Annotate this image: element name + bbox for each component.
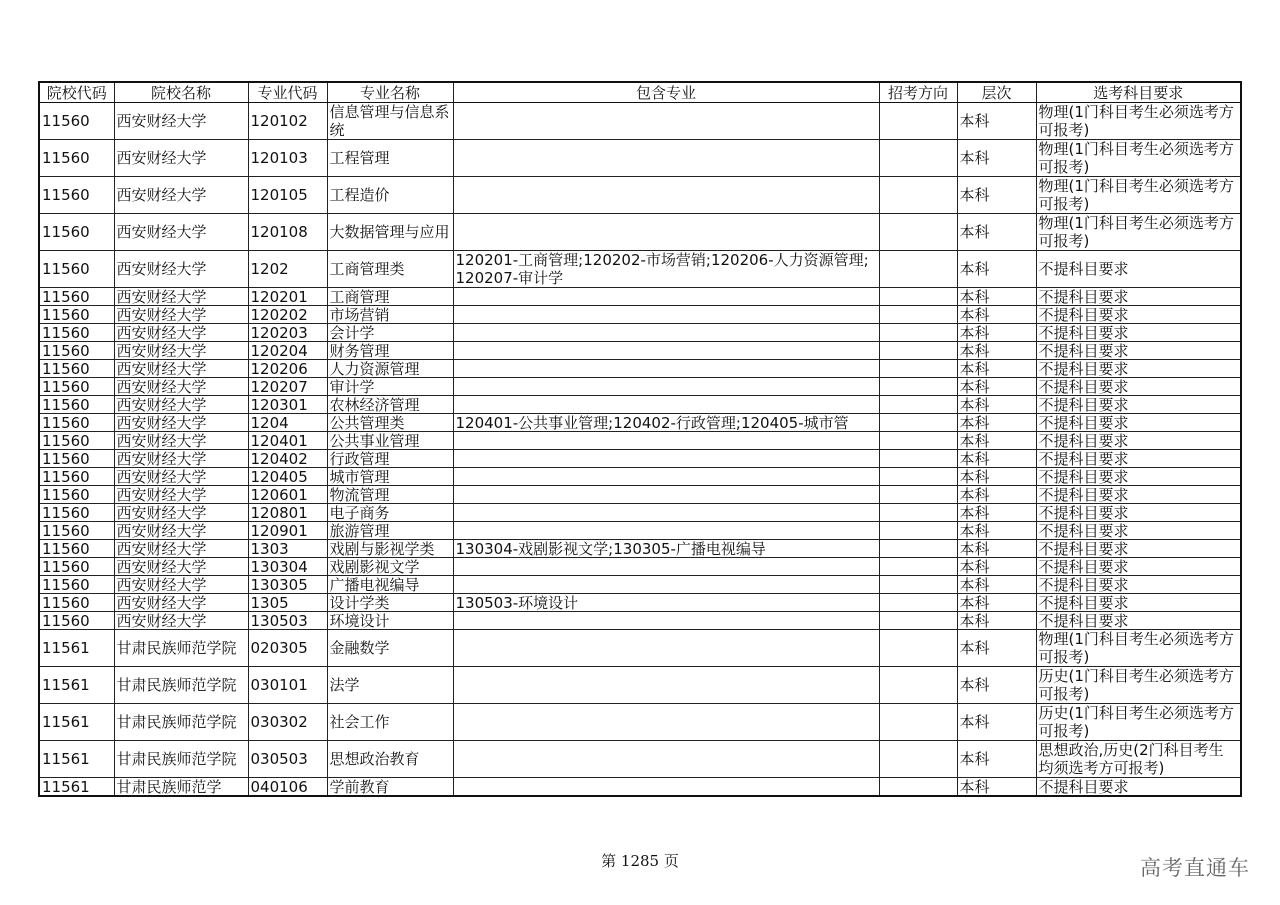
header-school-code: 院校代码 bbox=[39, 82, 114, 103]
cell-major-name: 思想政治教育 bbox=[327, 741, 453, 778]
cell-major-code: 120207 bbox=[248, 378, 327, 396]
cell-included-majors bbox=[453, 778, 879, 797]
cell-major-name: 大数据管理与应用 bbox=[327, 214, 453, 251]
cell-included-majors bbox=[453, 214, 879, 251]
cell-included-majors bbox=[453, 306, 879, 324]
cell-major-name: 戏剧与影视学类 bbox=[327, 540, 453, 558]
cell-school-name: 西安财经大学 bbox=[114, 360, 248, 378]
cell-school-code: 11560 bbox=[39, 468, 114, 486]
cell-school-code: 11560 bbox=[39, 103, 114, 140]
cell-level: 本科 bbox=[957, 704, 1036, 741]
cell-subject-requirements: 不提科目要求 bbox=[1036, 432, 1241, 450]
cell-level: 本科 bbox=[957, 522, 1036, 540]
table-row bbox=[39, 704, 1241, 741]
cell-school-name: 西安财经大学 bbox=[114, 504, 248, 522]
cell-school-name: 甘肃民族师范学院 bbox=[114, 667, 248, 704]
cell-direction bbox=[879, 540, 957, 558]
cell-subject-requirements: 不提科目要求 bbox=[1036, 396, 1241, 414]
cell-level: 本科 bbox=[957, 468, 1036, 486]
cell-school-code: 11561 bbox=[39, 778, 114, 797]
cell-school-code: 11560 bbox=[39, 306, 114, 324]
table-row bbox=[39, 414, 1241, 432]
cell-major-name: 会计学 bbox=[327, 324, 453, 342]
cell-major-name: 工程造价 bbox=[327, 177, 453, 214]
cell-direction bbox=[879, 778, 957, 797]
cell-direction bbox=[879, 558, 957, 576]
cell-major-name: 法学 bbox=[327, 667, 453, 704]
cell-level: 本科 bbox=[957, 741, 1036, 778]
cell-included-majors bbox=[453, 396, 879, 414]
cell-direction bbox=[879, 342, 957, 360]
header-row bbox=[39, 82, 1241, 103]
watermark-logo: 高考直通车 bbox=[1140, 856, 1250, 880]
cell-major-code: 120103 bbox=[248, 140, 327, 177]
cell-school-code: 11560 bbox=[39, 612, 114, 630]
cell-school-name: 甘肃民族师范学 bbox=[114, 778, 248, 797]
cell-included-majors bbox=[453, 741, 879, 778]
cell-school-name: 西安财经大学 bbox=[114, 594, 248, 612]
cell-school-name: 西安财经大学 bbox=[114, 396, 248, 414]
cell-direction bbox=[879, 522, 957, 540]
cell-included-majors bbox=[453, 558, 879, 576]
cell-level: 本科 bbox=[957, 778, 1036, 797]
cell-level: 本科 bbox=[957, 103, 1036, 140]
cell-major-name: 物流管理 bbox=[327, 486, 453, 504]
cell-school-name: 西安财经大学 bbox=[114, 177, 248, 214]
admission-table bbox=[38, 81, 1242, 797]
cell-major-code: 040106 bbox=[248, 778, 327, 797]
cell-major-name: 公共管理类 bbox=[327, 414, 453, 432]
cell-major-code: 030302 bbox=[248, 704, 327, 741]
cell-included-majors bbox=[453, 177, 879, 214]
cell-direction bbox=[879, 630, 957, 667]
cell-major-name: 金融数学 bbox=[327, 630, 453, 667]
cell-level: 本科 bbox=[957, 177, 1036, 214]
cell-level: 本科 bbox=[957, 140, 1036, 177]
cell-school-name: 西安财经大学 bbox=[114, 306, 248, 324]
cell-major-name: 工程管理 bbox=[327, 140, 453, 177]
cell-direction bbox=[879, 414, 957, 432]
cell-direction bbox=[879, 140, 957, 177]
cell-school-name: 西安财经大学 bbox=[114, 540, 248, 558]
cell-included-majors bbox=[453, 432, 879, 450]
table-row bbox=[39, 468, 1241, 486]
cell-major-name: 戏剧影视文学 bbox=[327, 558, 453, 576]
cell-included-majors bbox=[453, 504, 879, 522]
cell-school-name: 西安财经大学 bbox=[114, 522, 248, 540]
cell-major-name: 信息管理与信息系统 bbox=[327, 103, 453, 140]
table-row bbox=[39, 778, 1241, 797]
cell-included-majors bbox=[453, 450, 879, 468]
page-number: 第 1285 页 bbox=[601, 852, 679, 870]
cell-subject-requirements: 不提科目要求 bbox=[1036, 576, 1241, 594]
cell-major-name: 财务管理 bbox=[327, 342, 453, 360]
cell-major-code: 1202 bbox=[248, 251, 327, 288]
cell-level: 本科 bbox=[957, 342, 1036, 360]
cell-major-code: 120202 bbox=[248, 306, 327, 324]
cell-school-code: 11560 bbox=[39, 177, 114, 214]
table-row bbox=[39, 594, 1241, 612]
cell-level: 本科 bbox=[957, 450, 1036, 468]
cell-subject-requirements: 不提科目要求 bbox=[1036, 594, 1241, 612]
table-row bbox=[39, 306, 1241, 324]
cell-major-code: 030503 bbox=[248, 741, 327, 778]
cell-school-name: 西安财经大学 bbox=[114, 140, 248, 177]
table-row bbox=[39, 630, 1241, 667]
table-row bbox=[39, 522, 1241, 540]
cell-major-code: 130304 bbox=[248, 558, 327, 576]
cell-level: 本科 bbox=[957, 324, 1036, 342]
cell-direction bbox=[879, 468, 957, 486]
table-row bbox=[39, 360, 1241, 378]
cell-school-name: 西安财经大学 bbox=[114, 414, 248, 432]
cell-direction bbox=[879, 324, 957, 342]
cell-major-code: 130305 bbox=[248, 576, 327, 594]
table-row bbox=[39, 103, 1241, 140]
cell-level: 本科 bbox=[957, 612, 1036, 630]
cell-major-code: 120901 bbox=[248, 522, 327, 540]
header-school-name: 院校名称 bbox=[114, 82, 248, 103]
cell-subject-requirements: 不提科目要求 bbox=[1036, 414, 1241, 432]
cell-direction bbox=[879, 360, 957, 378]
table-row bbox=[39, 667, 1241, 704]
table-row bbox=[39, 612, 1241, 630]
table-row bbox=[39, 558, 1241, 576]
cell-school-name: 西安财经大学 bbox=[114, 576, 248, 594]
cell-direction bbox=[879, 103, 957, 140]
cell-subject-requirements: 历史(1门科目考生必须选考方可报考) bbox=[1036, 667, 1241, 704]
cell-school-code: 11560 bbox=[39, 486, 114, 504]
cell-direction bbox=[879, 177, 957, 214]
cell-included-majors bbox=[453, 288, 879, 306]
cell-subject-requirements: 不提科目要求 bbox=[1036, 342, 1241, 360]
cell-included-majors bbox=[453, 486, 879, 504]
cell-school-code: 11560 bbox=[39, 504, 114, 522]
cell-subject-requirements: 不提科目要求 bbox=[1036, 486, 1241, 504]
cell-included-majors bbox=[453, 576, 879, 594]
cell-major-name: 公共事业管理 bbox=[327, 432, 453, 450]
cell-level: 本科 bbox=[957, 630, 1036, 667]
cell-major-code: 1303 bbox=[248, 540, 327, 558]
cell-school-code: 11560 bbox=[39, 251, 114, 288]
cell-direction bbox=[879, 612, 957, 630]
cell-school-name: 甘肃民族师范学院 bbox=[114, 630, 248, 667]
cell-subject-requirements: 历史(1门科目考生必须选考方可报考) bbox=[1036, 704, 1241, 741]
cell-direction bbox=[879, 450, 957, 468]
cell-school-code: 11560 bbox=[39, 214, 114, 251]
table-row bbox=[39, 378, 1241, 396]
cell-subject-requirements: 物理(1门科目考生必须选考方可报考) bbox=[1036, 214, 1241, 251]
cell-included-majors bbox=[453, 522, 879, 540]
cell-level: 本科 bbox=[957, 378, 1036, 396]
cell-major-name: 设计学类 bbox=[327, 594, 453, 612]
cell-subject-requirements: 物理(1门科目考生必须选考方可报考) bbox=[1036, 177, 1241, 214]
cell-level: 本科 bbox=[957, 576, 1036, 594]
cell-major-code: 130503 bbox=[248, 612, 327, 630]
cell-level: 本科 bbox=[957, 288, 1036, 306]
cell-included-majors: 130503-环境设计 bbox=[453, 594, 879, 612]
cell-school-name: 西安财经大学 bbox=[114, 251, 248, 288]
header-major-name: 专业名称 bbox=[327, 82, 453, 103]
cell-direction bbox=[879, 306, 957, 324]
cell-major-code: 120601 bbox=[248, 486, 327, 504]
cell-major-code: 120204 bbox=[248, 342, 327, 360]
cell-major-name: 市场营销 bbox=[327, 306, 453, 324]
table-row bbox=[39, 251, 1241, 288]
cell-included-majors bbox=[453, 612, 879, 630]
cell-included-majors bbox=[453, 630, 879, 667]
cell-major-code: 120801 bbox=[248, 504, 327, 522]
cell-subject-requirements: 不提科目要求 bbox=[1036, 540, 1241, 558]
cell-direction bbox=[879, 251, 957, 288]
cell-level: 本科 bbox=[957, 486, 1036, 504]
cell-direction bbox=[879, 704, 957, 741]
cell-major-name: 旅游管理 bbox=[327, 522, 453, 540]
cell-major-code: 120301 bbox=[248, 396, 327, 414]
cell-school-name: 西安财经大学 bbox=[114, 486, 248, 504]
table-row bbox=[39, 140, 1241, 177]
cell-level: 本科 bbox=[957, 214, 1036, 251]
cell-school-name: 西安财经大学 bbox=[114, 468, 248, 486]
header-included-majors: 包含专业 bbox=[453, 82, 879, 103]
cell-included-majors bbox=[453, 342, 879, 360]
cell-subject-requirements: 思想政治,历史(2门科目考生均须选考方可报考) bbox=[1036, 741, 1241, 778]
cell-major-name: 学前教育 bbox=[327, 778, 453, 797]
cell-major-code: 120102 bbox=[248, 103, 327, 140]
cell-major-code: 1204 bbox=[248, 414, 327, 432]
table-row bbox=[39, 288, 1241, 306]
cell-major-name: 社会工作 bbox=[327, 704, 453, 741]
table-row bbox=[39, 486, 1241, 504]
cell-included-majors bbox=[453, 667, 879, 704]
cell-major-name: 工商管理类 bbox=[327, 251, 453, 288]
header-subject-requirements: 选考科目要求 bbox=[1036, 82, 1241, 103]
header-direction: 招考方向 bbox=[879, 82, 957, 103]
table-body bbox=[39, 103, 1241, 797]
cell-major-code: 1305 bbox=[248, 594, 327, 612]
cell-major-code: 030101 bbox=[248, 667, 327, 704]
cell-direction bbox=[879, 576, 957, 594]
cell-subject-requirements: 不提科目要求 bbox=[1036, 450, 1241, 468]
cell-school-name: 甘肃民族师范学院 bbox=[114, 741, 248, 778]
cell-major-name: 城市管理 bbox=[327, 468, 453, 486]
table-row bbox=[39, 450, 1241, 468]
cell-included-majors bbox=[453, 103, 879, 140]
header-level: 层次 bbox=[957, 82, 1036, 103]
cell-school-code: 11561 bbox=[39, 667, 114, 704]
table-row bbox=[39, 432, 1241, 450]
cell-subject-requirements: 不提科目要求 bbox=[1036, 288, 1241, 306]
cell-subject-requirements: 不提科目要求 bbox=[1036, 251, 1241, 288]
cell-included-majors bbox=[453, 468, 879, 486]
table-row bbox=[39, 540, 1241, 558]
cell-major-code: 120206 bbox=[248, 360, 327, 378]
cell-direction bbox=[879, 396, 957, 414]
cell-school-name: 西安财经大学 bbox=[114, 612, 248, 630]
table-row bbox=[39, 396, 1241, 414]
cell-direction bbox=[879, 214, 957, 251]
header-major-code: 专业代码 bbox=[248, 82, 327, 103]
cell-school-code: 11560 bbox=[39, 450, 114, 468]
cell-subject-requirements: 不提科目要求 bbox=[1036, 360, 1241, 378]
table-row bbox=[39, 504, 1241, 522]
cell-level: 本科 bbox=[957, 667, 1036, 704]
cell-subject-requirements: 物理(1门科目考生必须选考方可报考) bbox=[1036, 630, 1241, 667]
cell-major-code: 120203 bbox=[248, 324, 327, 342]
cell-level: 本科 bbox=[957, 540, 1036, 558]
cell-major-code: 120201 bbox=[248, 288, 327, 306]
cell-school-code: 11560 bbox=[39, 288, 114, 306]
cell-school-code: 11560 bbox=[39, 378, 114, 396]
cell-major-name: 人力资源管理 bbox=[327, 360, 453, 378]
cell-subject-requirements: 不提科目要求 bbox=[1036, 522, 1241, 540]
cell-level: 本科 bbox=[957, 504, 1036, 522]
cell-school-code: 11560 bbox=[39, 522, 114, 540]
table-row bbox=[39, 214, 1241, 251]
cell-subject-requirements: 不提科目要求 bbox=[1036, 778, 1241, 797]
cell-school-code: 11560 bbox=[39, 324, 114, 342]
cell-major-code: 120105 bbox=[248, 177, 327, 214]
cell-school-name: 西安财经大学 bbox=[114, 288, 248, 306]
cell-school-code: 11561 bbox=[39, 704, 114, 741]
table-row bbox=[39, 342, 1241, 360]
cell-direction bbox=[879, 504, 957, 522]
cell-subject-requirements: 不提科目要求 bbox=[1036, 324, 1241, 342]
cell-school-name: 西安财经大学 bbox=[114, 432, 248, 450]
cell-included-majors bbox=[453, 378, 879, 396]
cell-school-code: 11560 bbox=[39, 576, 114, 594]
cell-level: 本科 bbox=[957, 396, 1036, 414]
cell-school-name: 西安财经大学 bbox=[114, 214, 248, 251]
cell-direction bbox=[879, 288, 957, 306]
cell-major-code: 120108 bbox=[248, 214, 327, 251]
cell-subject-requirements: 不提科目要求 bbox=[1036, 558, 1241, 576]
cell-school-name: 西安财经大学 bbox=[114, 324, 248, 342]
cell-school-code: 11560 bbox=[39, 414, 114, 432]
cell-school-name: 西安财经大学 bbox=[114, 103, 248, 140]
cell-school-code: 11560 bbox=[39, 360, 114, 378]
cell-subject-requirements: 不提科目要求 bbox=[1036, 504, 1241, 522]
cell-included-majors bbox=[453, 140, 879, 177]
cell-level: 本科 bbox=[957, 251, 1036, 288]
cell-major-code: 020305 bbox=[248, 630, 327, 667]
cell-school-code: 11561 bbox=[39, 741, 114, 778]
cell-school-code: 11560 bbox=[39, 140, 114, 177]
cell-included-majors bbox=[453, 324, 879, 342]
cell-major-name: 电子商务 bbox=[327, 504, 453, 522]
cell-direction bbox=[879, 667, 957, 704]
cell-direction bbox=[879, 594, 957, 612]
cell-subject-requirements: 不提科目要求 bbox=[1036, 378, 1241, 396]
cell-major-code: 120402 bbox=[248, 450, 327, 468]
table-row bbox=[39, 324, 1241, 342]
cell-major-code: 120405 bbox=[248, 468, 327, 486]
cell-included-majors: 120201-工商管理;120202-市场营销;120206-人力资源管理;120207-审计学 bbox=[453, 251, 879, 288]
cell-major-name: 广播电视编导 bbox=[327, 576, 453, 594]
cell-included-majors: 120401-公共事业管理;120402-行政管理;120405-城市管 bbox=[453, 414, 879, 432]
cell-school-code: 11560 bbox=[39, 396, 114, 414]
cell-direction bbox=[879, 741, 957, 778]
cell-subject-requirements: 不提科目要求 bbox=[1036, 468, 1241, 486]
cell-included-majors: 130304-戏剧影视文学;130305-广播电视编导 bbox=[453, 540, 879, 558]
cell-level: 本科 bbox=[957, 360, 1036, 378]
cell-major-name: 环境设计 bbox=[327, 612, 453, 630]
cell-level: 本科 bbox=[957, 306, 1036, 324]
cell-school-code: 11561 bbox=[39, 630, 114, 667]
cell-major-name: 农林经济管理 bbox=[327, 396, 453, 414]
cell-level: 本科 bbox=[957, 594, 1036, 612]
cell-subject-requirements: 物理(1门科目考生必须选考方可报考) bbox=[1036, 140, 1241, 177]
cell-subject-requirements: 不提科目要求 bbox=[1036, 612, 1241, 630]
table-row bbox=[39, 177, 1241, 214]
cell-subject-requirements: 不提科目要求 bbox=[1036, 306, 1241, 324]
cell-included-majors bbox=[453, 704, 879, 741]
cell-major-name: 审计学 bbox=[327, 378, 453, 396]
table-row bbox=[39, 741, 1241, 778]
cell-school-name: 西安财经大学 bbox=[114, 450, 248, 468]
cell-level: 本科 bbox=[957, 432, 1036, 450]
cell-direction bbox=[879, 432, 957, 450]
cell-major-name: 工商管理 bbox=[327, 288, 453, 306]
cell-school-name: 甘肃民族师范学院 bbox=[114, 704, 248, 741]
cell-school-code: 11560 bbox=[39, 558, 114, 576]
cell-school-code: 11560 bbox=[39, 432, 114, 450]
cell-included-majors bbox=[453, 360, 879, 378]
cell-school-code: 11560 bbox=[39, 540, 114, 558]
cell-major-code: 120401 bbox=[248, 432, 327, 450]
cell-school-name: 西安财经大学 bbox=[114, 378, 248, 396]
cell-school-code: 11560 bbox=[39, 594, 114, 612]
cell-major-name: 行政管理 bbox=[327, 450, 453, 468]
cell-school-name: 西安财经大学 bbox=[114, 342, 248, 360]
cell-subject-requirements: 物理(1门科目考生必须选考方可报考) bbox=[1036, 103, 1241, 140]
cell-level: 本科 bbox=[957, 414, 1036, 432]
cell-direction bbox=[879, 378, 957, 396]
cell-direction bbox=[879, 486, 957, 504]
cell-school-name: 西安财经大学 bbox=[114, 558, 248, 576]
cell-school-code: 11560 bbox=[39, 342, 114, 360]
table-row bbox=[39, 576, 1241, 594]
cell-level: 本科 bbox=[957, 558, 1036, 576]
